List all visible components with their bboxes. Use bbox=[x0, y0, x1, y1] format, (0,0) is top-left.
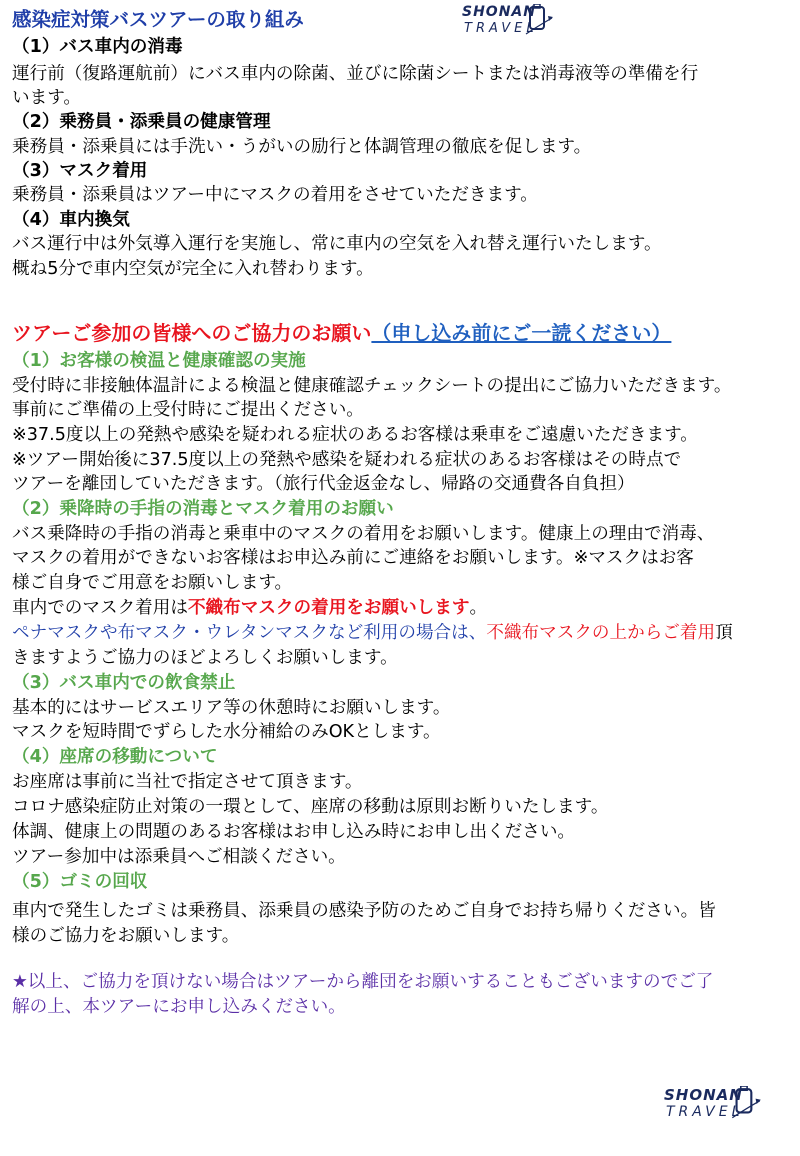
logo-text-shonan: SHONAN bbox=[664, 1086, 743, 1104]
section2-item2-text: 様ご自身でご用意をお願いします。 bbox=[12, 573, 293, 593]
section1-item4-text: 概ね5分で車内空気が完全に入れ替わります。 bbox=[12, 259, 374, 279]
section2-item3-text: 基本的にはサービスエリア等の休憩時にお願いします。 bbox=[12, 698, 451, 718]
section2-item5-text: 車内で発生したゴミは乗務員、添乗員の感染予防のためご自身でお持ち帰りください。皆 bbox=[12, 901, 716, 921]
shonan-travel-logo-bottom bbox=[664, 1086, 764, 1126]
section2-item1-text: 受付時に非接触体温計による検温と健康確認チェックシートの提出にご協力いただきます。 bbox=[12, 376, 732, 396]
section2-item1-text: ツアーを離団していただきます。（旅行代金返金なし、帰路の交通費各自負担） bbox=[12, 474, 635, 494]
section1-item1-heading: （1）バス車内の消毒 bbox=[12, 37, 183, 57]
section2-item4-heading: （4）座席の移動について bbox=[12, 747, 218, 767]
section2-title bbox=[12, 318, 790, 348]
pena-mask-lead: ペナマスクや布マスク・ウレタンマスクなど利用の場合は、 bbox=[12, 623, 487, 643]
section2-item3-heading: （3）バス車内での飲食禁止 bbox=[12, 673, 236, 693]
mask-requirement-emphasis: 不織布マスクの着用をお願いします bbox=[187, 598, 470, 618]
section2-item5-text: 様のご協力をお願いします。 bbox=[12, 926, 240, 946]
section2-item1-heading: （1）お客様の検温と健康確認の実施 bbox=[12, 351, 306, 371]
section2-item2-text: マスクの着用ができないお客様はお申込み前にご連絡をお願いします。※マスクはお客 bbox=[12, 548, 694, 568]
section2-item2-heading: （2）乗降時の手指の消毒とマスク着用のお願い bbox=[12, 499, 394, 519]
pena-mask-line bbox=[12, 621, 790, 645]
section2-item1-text: 事前にご準備の上受付時にご提出ください。 bbox=[12, 400, 364, 420]
section1-item3-heading: （3）マスク着用 bbox=[12, 161, 148, 181]
logo-text-travel: TRAVEL bbox=[464, 21, 538, 36]
section2-item4-text: お座席は事前に当社で指定させて頂きます。 bbox=[12, 772, 363, 792]
mask-requirement-end: 。 bbox=[469, 598, 488, 618]
pena-mask-end: 頂 bbox=[715, 623, 733, 643]
section2-item1-text: ※ツアー開始後に37.5度以上の発熱や感染を疑われる症状のあるお客様はその時点で bbox=[12, 450, 682, 470]
section1-item1-text: 運行前（復路運航前）にバス車内の除菌、並びに除菌シートまたは消毒液等の準備を行 bbox=[12, 64, 699, 84]
logo-text-travel: TRAVEL bbox=[666, 1104, 744, 1120]
section2-item3-text: マスクを短時間でずらした水分補給のみOKとします。 bbox=[12, 722, 441, 742]
section1-item2-heading: （2）乗務員・添乗員の健康管理 bbox=[12, 112, 271, 132]
section2-item1-text: ※37.5度以上の発熱や感染を疑われる症状のあるお客様は乗車をご遠慮いただきます。 bbox=[12, 425, 698, 445]
section1-item3-text: 乗務員・添乗員はツアー中にマスクの着用をさせていただきます。 bbox=[12, 185, 538, 205]
pena-mask-emphasis: 不織布マスクの上からご着用 bbox=[486, 623, 716, 643]
section2-item4-text: コロナ感染症防止対策の一環として、座席の移動は原則お断りいたします。 bbox=[12, 797, 609, 817]
section2-title-main: ツアーご参加の皆様へのご協力のお願い bbox=[12, 321, 372, 345]
section1-item2-text: 乗務員・添乗員には手洗い・うがいの励行と体調管理の徹底を促します。 bbox=[12, 137, 592, 157]
section1-item4-heading: （4）車内換気 bbox=[12, 210, 130, 230]
pena-mask-line-2: きますようご協力のほどよろしくお願いします。 bbox=[12, 648, 398, 668]
section2-title-note: （申し込み前にご一読ください） bbox=[371, 321, 672, 345]
section1-item4-text: バス運行中は外気導入運行を実施し、常に車内の空気を入れ替え運行いたします。 bbox=[12, 234, 662, 254]
section1-item1-text: います。 bbox=[12, 88, 81, 108]
section2-item4-text: ツアー参加中は添乗員へご相談ください。 bbox=[12, 847, 346, 867]
section2-item4-text: 体調、健康上の問題のあるお客様はお申し込み時にお申し出ください。 bbox=[12, 822, 576, 842]
suitcase-icon bbox=[728, 1086, 762, 1124]
section2-item5-heading: （5）ゴミの回収 bbox=[12, 872, 148, 892]
section2-item2-text: バス乗降時の手指の消毒と乗車中のマスクの着用をお願いします。健康上の理由で消毒、 bbox=[12, 524, 715, 544]
closing-note: 解の上、本ツアーにお申し込みください。 bbox=[12, 997, 346, 1017]
logo-text-shonan: SHONAN bbox=[462, 4, 536, 20]
mask-requirement-line bbox=[12, 596, 790, 620]
section1-title: 感染症対策バスツアーの取り組み bbox=[12, 8, 304, 31]
mask-requirement-lead: 車内でのマスク着用は bbox=[12, 598, 188, 618]
closing-note: ★以上、ご協力を頂けない場合はツアーから離団をお願いすることもございますのでご了 bbox=[12, 972, 714, 992]
